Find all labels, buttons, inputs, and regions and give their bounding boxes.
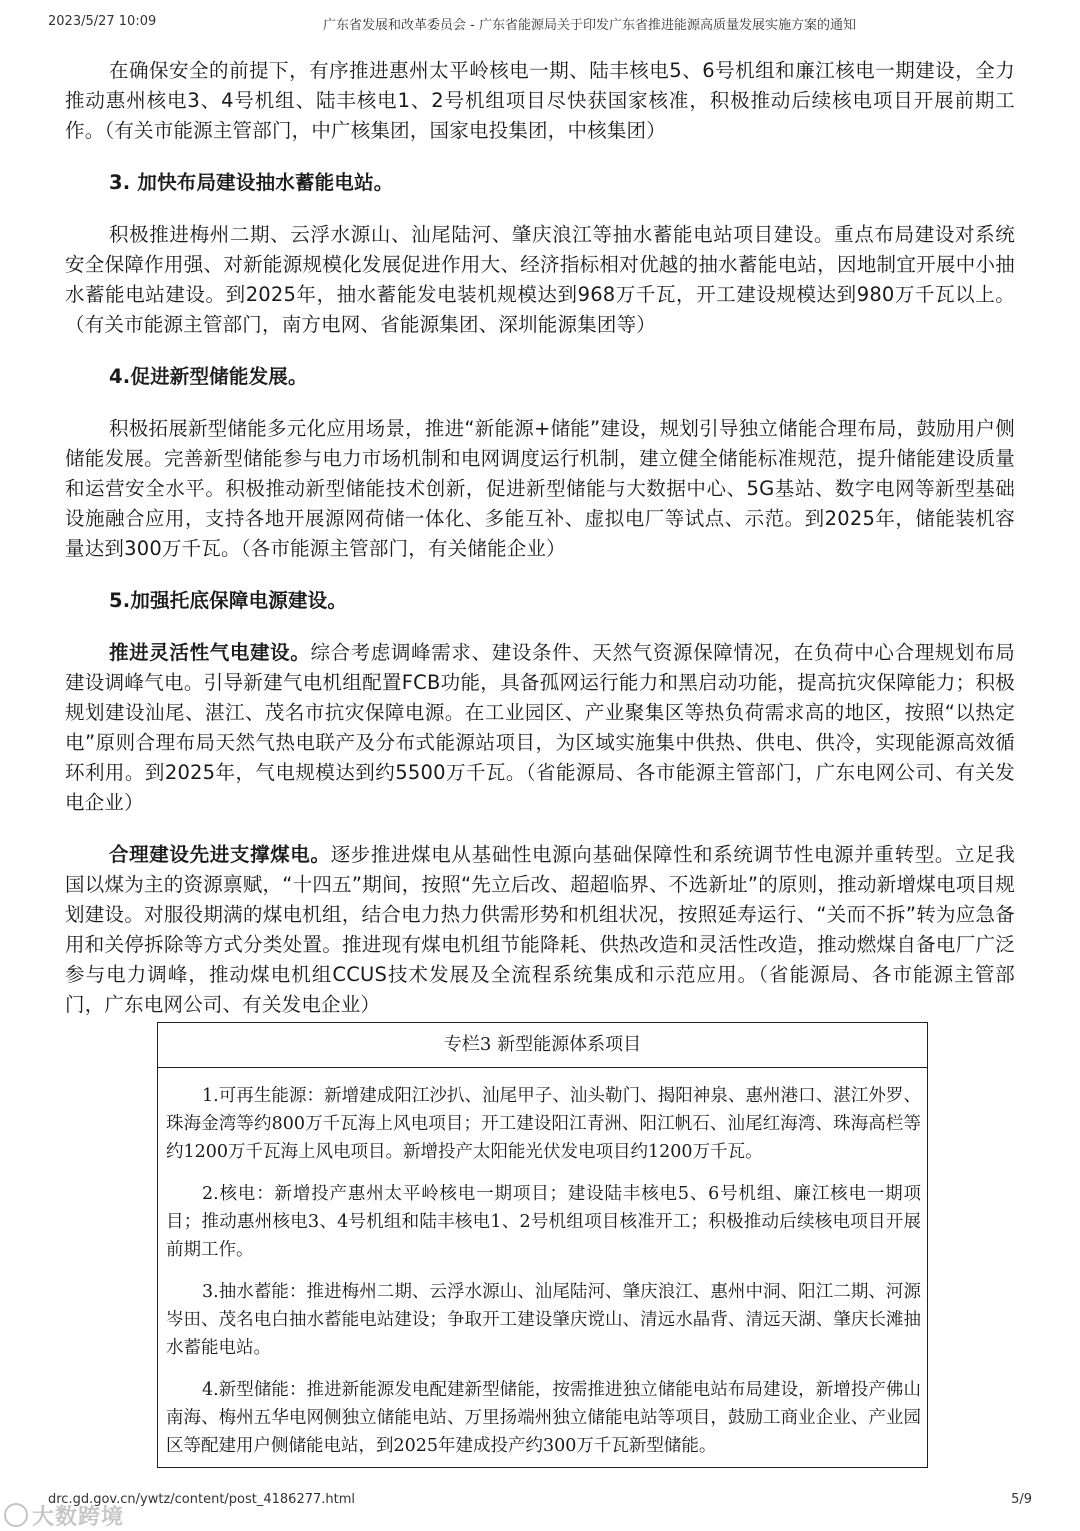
box-item-renewables: 1.可再生能源：新增建成阳江沙扒、汕尾甲子、汕头勒门、揭阳神泉、惠州港口、湛江外罗、珠海金湾等约800万千瓦海上风电项目；开工建设阳江青洲、阳江帆石、汕尾红海湾、珠海高栏等约1200万千瓦海上风电项目。新增投产太阳能光伏发电项目约1200万千瓦。 [166, 1086, 921, 1162]
lead-coal-power: 合理建设先进支撑煤电。 [109, 843, 331, 866]
section-heading-new-storage: 4.促进新型储能发展。 [109, 365, 308, 388]
column-box-title: 专栏3 新型能源体系项目 [158, 1023, 927, 1068]
print-header [48, 14, 1032, 38]
print-footer [48, 1492, 1032, 1514]
paragraph-new-storage: 积极拓展新型储能多元化应用场景，推进“新能源+储能”建设，规划引导独立储能合理布局，鼓励用户侧储能发展。完善新型储能参与电力市场机制和电网调度运行机制，建立健全储能标准规范，提升储能建设质量和运营安全水平。积极推动新型储能技术创新，促进新型储能与大数据中心、5G基站、数字电网等新型基础设施融合应用，支持各地开展源网荷储一体化、多能互补、虚拟电厂等试点、示范。到2025年，储能装机容量达到300万千瓦。（各市能源主管部门，有关储能企业） [65, 417, 1015, 560]
paragraph-gas-power [65, 638, 1015, 818]
print-datetime: 2023/5/27 10:09 [48, 14, 157, 29]
box-item-new-storage: 4.新型储能：推进新能源发电配建新型储能，按需推进独立储能电站布局建设，新增投产佛山南海、梅州五华电网侧独立储能电站、万里扬端州独立储能电站等项目，鼓励工商业企业、产业园区等配建用户侧储能电站，到2025年建成投产约300万千瓦新型储能。 [166, 1380, 921, 1456]
column-box-projects [157, 1022, 928, 1468]
page-number: 5/9 [1011, 1492, 1032, 1507]
paragraph-coal-power [65, 840, 1015, 1020]
column-box-body [158, 1068, 927, 1460]
watermark-text: 大数跨境 [32, 1505, 125, 1530]
text-coal-power: 逐步推进煤电从基础性电源向基础保障性和系统调节性电源并重转型。立足我国以煤为主的资源禀赋，“十四五”期间，按照“先立后改、超超临界、不选新址”的原则，推动新增煤电项目规划建设。对服役期满的煤电机组，结合电力热力供需形势和机组状况，按照延寿运行、“关而不拆”转为应急备用和关停拆除等方式分类处置。推进现有煤电机组节能降耗、供热改造和灵活性改造，推动燃煤自备电厂广泛参与电力调峰，推动煤电机组CCUS技术发展及全流程系统集成和示范应用。（省能源局、各市能源主管部门，广东电网公司、有关发电企业） [65, 843, 1015, 1016]
print-page-title: 广东省发展和改革委员会 - 广东省能源局关于印发广东省推进能源高质量发展实施方案的通知 [323, 18, 856, 33]
text-gas-power: 综合考虑调峰需求、建设条件、天然气资源保障情况，在负荷中心合理规划布局建设调峰气电。引导新建气电机组配置FCB功能，具备孤网运行能力和黑启动功能，提高抗灾保障能力；积极规划建设汕尾、湛江、茂名市抗灾保障电源。在工业园区、产业聚集区等热负荷需求高的地区，按照“以热定电”原则合理布局天然气热电联产及分布式能源站项目，为区域实施集中供热、供电、供冷，实现能源高效循环利用。到2025年，气电规模达到约5500万千瓦。（省能源局、各市能源主管部门，广东电网公司、有关发电企业） [65, 641, 1015, 814]
lead-gas-power: 推进灵活性气电建设。 [109, 641, 311, 664]
section-heading-pumped-storage: 3. 加快布局建设抽水蓄能电站。 [109, 171, 394, 194]
watermark-logo-icon [4, 1503, 28, 1527]
box-item-nuclear: 2.核电：新增投产惠州太平岭核电一期项目；建设陆丰核电5、6号机组、廉江核电一期项目；推动惠州核电3、4号机组和陆丰核电1、2号机组项目核准开工；积极推动后续核电项目开展前期工作。 [166, 1184, 921, 1260]
page-url: drc.gd.gov.cn/ywtz/content/post_4186277.html [48, 1492, 356, 1507]
watermark [4, 1500, 124, 1531]
section-heading-backup-power: 5.加强托底保障电源建设。 [109, 589, 348, 612]
box-item-pumped-storage: 3.抽水蓄能：推进梅州二期、云浮水源山、汕尾陆河、肇庆浪江、惠州中洞、阳江二期、河源岑田、茂名电白抽水蓄能电站建设；争取开工建设肇庆谠山、清远水晶背、清远天湖、肇庆长滩抽水蓄能电站。 [166, 1282, 921, 1358]
paragraph-pumped-storage: 积极推进梅州二期、云浮水源山、汕尾陆河、肇庆浪江等抽水蓄能电站项目建设。重点布局建设对系统安全保障作用强、对新能源规模化发展促进作用大、经济指标相对优越的抽水蓄能电站，因地制宜开展中小抽水蓄能电站建设。到2025年，抽水蓄能发电装机规模达到968万千瓦，开工建设规模达到980万千瓦以上。（有关市能源主管部门，南方电网、省能源集团、深圳能源集团等） [65, 223, 1015, 336]
paragraph-nuclear: 在确保安全的前提下，有序推进惠州太平岭核电一期、陆丰核电5、6号机组和廉江核电一期建设，全力推动惠州核电3、4号机组、陆丰核电1、2号机组项目尽快获国家核准，积极推动后续核电项目开展前期工作。（有关市能源主管部门，中广核集团，国家电投集团，中核集团） [65, 59, 1015, 142]
document-body [65, 56, 1015, 1042]
